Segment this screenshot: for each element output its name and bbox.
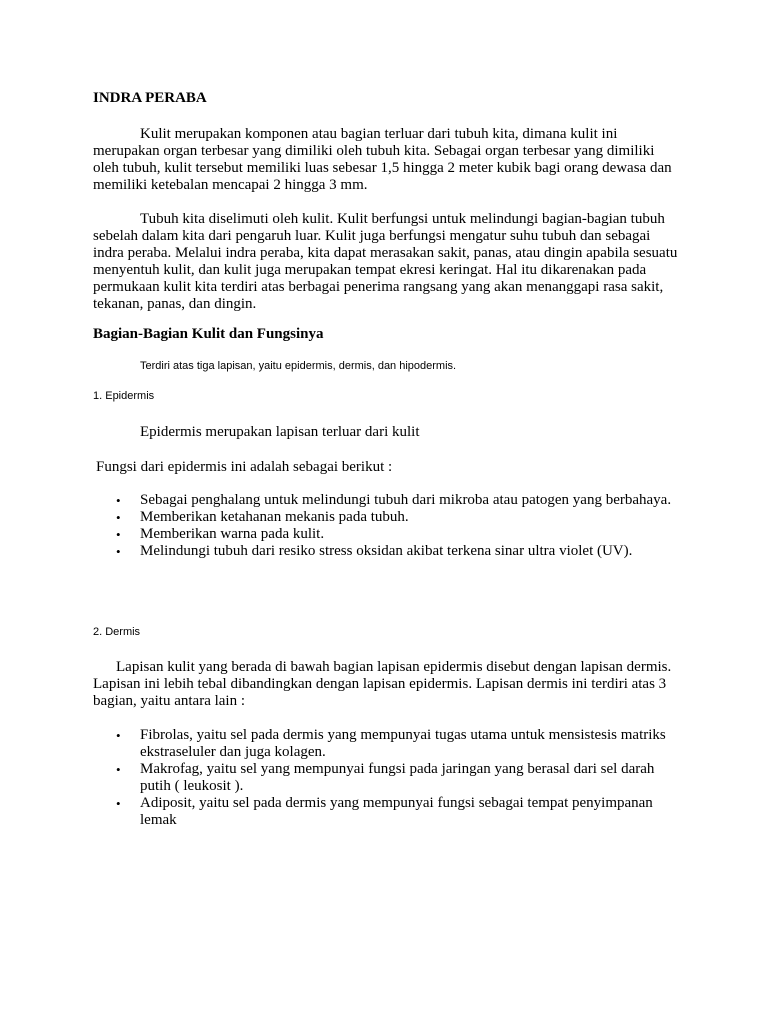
intro-paragraph-2: Tubuh kita diselimuti oleh kulit. Kulit berfungsi untuk melindungi bagian-bagian tubuh sebelah dalam kita dari pengaruh luar. Kulit juga berfungsi mengatur suhu tubuh dan sebagai indra peraba. Melalui indra peraba, kita dapat merasakan sakit, panas, atau dingin apabila sesuatu menyentuh kulit, dan kulit juga merupakan tempat ekresi keringat. Hal itu dikarenakan pada permukaan kulit kita terdiri atas berbagai penerima rangsang yang akan menanggapi rasa sakit, tekanan, panas, dan dingin.	[93, 211, 678, 312]
bullet-icon: •	[116, 762, 121, 777]
list-item	[93, 509, 683, 526]
dermis-parts-list	[93, 727, 683, 829]
bullet-icon: •	[116, 527, 121, 542]
epidermis-heading: 1. Epidermis	[93, 390, 155, 402]
document-title: INDRA PERABA	[93, 90, 207, 106]
bullet-icon: •	[116, 544, 121, 559]
section-subtitle: Bagian-Bagian Kulit dan Fungsinya	[93, 326, 324, 342]
epidermis-function-list	[93, 492, 683, 560]
bullet-icon: •	[116, 796, 121, 811]
epidermis-function-intro: Fungsi dari epidermis ini adalah sebagai berikut :	[96, 459, 393, 475]
bullet-icon: •	[116, 510, 121, 525]
list-item-text: Sebagai penghalang untuk melindungi tubuh dari mikroba atau patogen yang berbahaya.	[140, 492, 672, 508]
bullet-icon: •	[116, 493, 121, 508]
list-item	[93, 543, 683, 560]
list-item-text: Makrofag, yaitu sel yang mempunyai fungsi pada jaringan yang berasal dari sel darah putih ( leukosit ).	[140, 761, 655, 794]
list-item-text: Adiposit, yaitu sel pada dermis yang mempunyai fungsi sebagai tempat penyimpanan lemak	[140, 795, 653, 828]
list-item	[93, 492, 683, 509]
epidermis-definition: Epidermis merupakan lapisan terluar dari kulit	[140, 424, 420, 440]
list-item-text: Melindungi tubuh dari resiko stress oksidan akibat terkena sinar ultra violet (UV).	[140, 543, 633, 559]
dermis-paragraph: Lapisan kulit yang berada di bawah bagian lapisan epidermis disebut dengan lapisan dermis. Lapisan ini lebih tebal dibandingkan dengan lapisan epidermis. Lapisan dermis ini terdiri atas 3 bagian, yaitu antara lain :	[93, 659, 672, 709]
list-item-text: Fibrolas, yaitu sel pada dermis yang mempunyai tugas utama untuk mensistesis matriks ekstraseluler dan juga kolagen.	[140, 727, 666, 760]
list-item-text: Memberikan warna pada kulit.	[140, 526, 325, 542]
bullet-icon: •	[116, 728, 121, 743]
list-item	[93, 526, 683, 543]
intro-paragraph-1: Kulit merupakan komponen atau bagian terluar dari tubuh kita, dimana kulit ini merupakan organ terbesar yang dimiliki oleh tubuh kita. Sebagai organ terbesar yang dimiliki oleh tubuh, kulit tersebut memiliki luas sebesar 1,5 hingga 2 meter kubik bagi orang dewasa dan memiliki ketebalan mencapai 2 hingga 3 mm.	[93, 126, 672, 193]
list-item	[93, 727, 683, 761]
list-item-text: Memberikan ketahanan mekanis pada tubuh.	[140, 509, 409, 525]
dermis-heading: 2. Dermis	[93, 626, 141, 638]
list-item	[93, 795, 683, 829]
list-item	[93, 761, 683, 795]
layers-intro: Terdiri atas tiga lapisan, yaitu epidermis, dermis, dan hipodermis.	[140, 360, 457, 372]
